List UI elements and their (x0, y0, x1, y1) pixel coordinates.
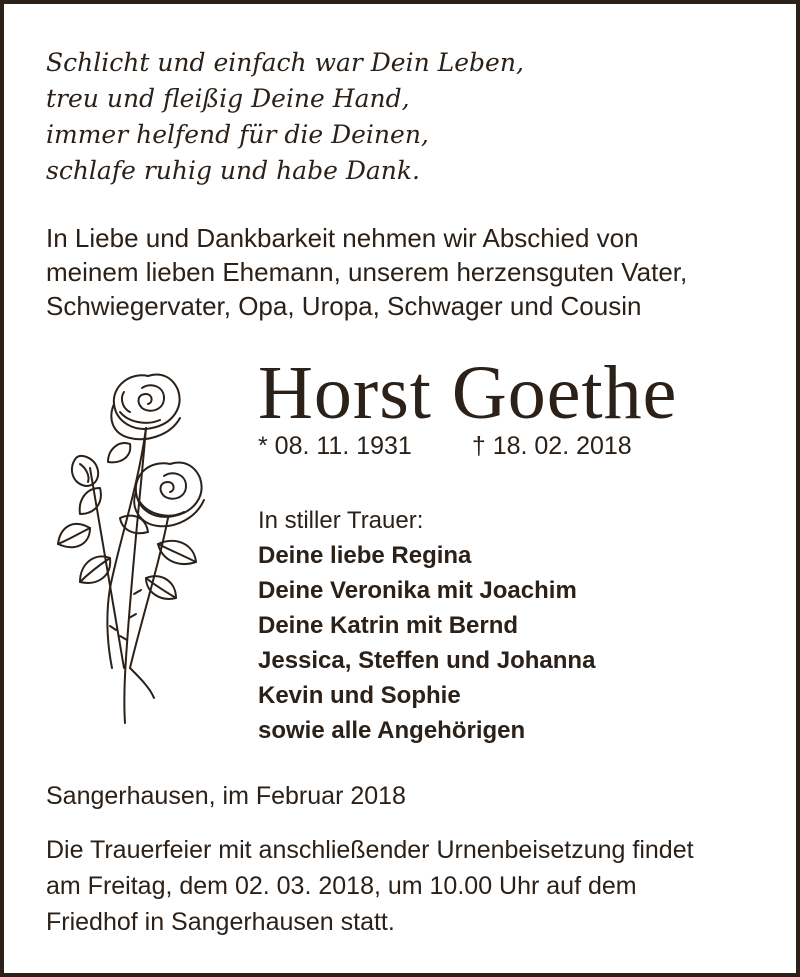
poem-line: treu und fleißig Deine Hand, (46, 84, 410, 113)
ceremony-line: am Freitag, dem 02. 03. 2018, um 10.00 Uhr auf dem (46, 872, 637, 900)
mourner-line: Deine Katrin mit Bernd (258, 612, 519, 639)
rose-illustration (50, 368, 215, 728)
mourner-line: Deine liebe Regina (258, 542, 472, 569)
birth-date: * 08. 11. 1931 (258, 432, 412, 460)
mourner-line: Kevin und Sophie (258, 682, 461, 709)
death-date: † 18. 02. 2018 (471, 432, 632, 460)
ceremony-line: Friedhof in Sangerhausen statt. (46, 908, 395, 936)
intro-line: Schwiegervater, Opa, Uropa, Schwager und Cousin (46, 291, 642, 321)
poem-line: Schlicht und einfach war Dein Leben, (46, 48, 524, 77)
life-dates (258, 430, 632, 462)
deceased-name: Horst Goethe (258, 351, 678, 435)
mourners (258, 503, 595, 748)
intro-line: meinem lieben Ehemann, unserem herzensguten Vater, (46, 257, 688, 287)
poem-line: immer helfend für die Deinen, (46, 120, 429, 149)
mourner-line: sowie alle Angehörigen (258, 717, 526, 744)
ceremony-notice (46, 832, 694, 940)
mourners-intro: In stiller Trauer: (258, 507, 424, 534)
mourner-line: Deine Veronika mit Joachim (258, 577, 577, 604)
poem-line: schlafe ruhig und habe Dank. (46, 156, 420, 185)
place-date: Sangerhausen, im Februar 2018 (46, 782, 406, 810)
mourner-line: Jessica, Steffen und Johanna (258, 647, 596, 674)
ceremony-line: Die Trauerfeier mit anschließender Urnenbeisetzung findet (46, 836, 694, 864)
intro-line: In Liebe und Dankbarkeit nehmen wir Abschied von (46, 223, 639, 253)
poem (46, 45, 524, 189)
intro-text (46, 221, 687, 323)
